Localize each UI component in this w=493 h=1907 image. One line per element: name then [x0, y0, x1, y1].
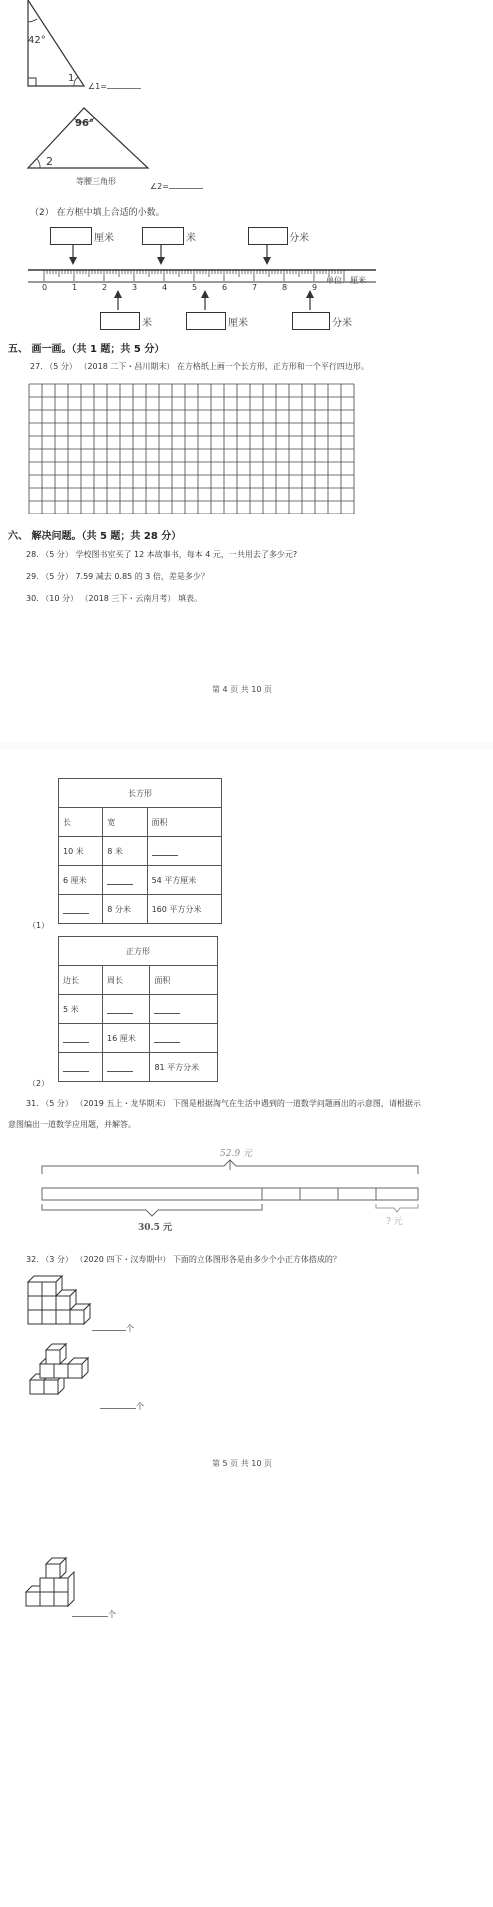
- total-amount-label: 52.9 元: [220, 1149, 252, 1159]
- cube-answer-2: [100, 1401, 144, 1412]
- ruler-number-0: 0: [42, 283, 48, 292]
- rectangle-table: [58, 778, 222, 924]
- cube-answer-1-blank[interactable]: [92, 1330, 126, 1331]
- q2-prompt: （2） 在方框中填上合适的小数。: [30, 208, 165, 218]
- cube-answer-3-unit: 个: [108, 1610, 116, 1619]
- rect-cell-blank[interactable]: [59, 895, 103, 924]
- rect-answer-blank[interactable]: [152, 845, 178, 856]
- question-28: 28. （5 分） 学校图书室买了 12 本故事书，每本 4 元，一共用去了多少元?: [26, 550, 298, 559]
- square-header-side: 边长: [59, 966, 103, 995]
- triangle-2-angle-2-label: 2: [46, 155, 53, 168]
- angle-1-answer-blank[interactable]: [107, 88, 141, 89]
- table-2-label: （2）: [28, 1079, 50, 1088]
- ruler-number-3: 3: [132, 283, 138, 292]
- square-cell-blank[interactable]: [103, 995, 150, 1024]
- ruler-unit: 单位：厘米: [326, 276, 366, 285]
- question-31-line-2: 意图编出一道数学应用题，并解答。: [8, 1120, 136, 1129]
- bottom-answer-box-2[interactable]: [186, 312, 226, 330]
- question-29: 29. （5 分） 7.59 减去 0.85 的 3 倍，差是多少？: [26, 572, 209, 581]
- square-answer-blank[interactable]: [63, 1032, 89, 1043]
- square-header-perimeter: 周长: [103, 966, 150, 995]
- rect-cell: 8 米: [103, 837, 147, 866]
- drawing-grid[interactable]: [27, 382, 365, 514]
- cube-answer-1: [92, 1323, 134, 1334]
- square-cell-blank[interactable]: [150, 995, 218, 1024]
- bottom-unit-3: 分米: [332, 318, 352, 329]
- cube-answer-2-unit: 个: [136, 1402, 144, 1411]
- triangle-2-angle-top: 96°: [75, 118, 94, 129]
- top-unit-1: 厘米: [94, 233, 114, 244]
- page-gap: [0, 742, 493, 750]
- rectangle-table-title: 长方形: [59, 779, 222, 808]
- cube-answer-2-blank[interactable]: [100, 1408, 136, 1409]
- triangle-1-figure: [22, 0, 92, 92]
- top-unit-2: 米: [186, 233, 196, 244]
- rect-cell: 54 平方厘米: [147, 866, 221, 895]
- rect-answer-blank[interactable]: [63, 903, 89, 914]
- bottom-unit-1: 米: [142, 318, 152, 329]
- bar-diagram: [38, 1158, 422, 1228]
- bottom-answer-box-1[interactable]: [100, 312, 140, 330]
- angle-2-answer-label: [150, 182, 203, 191]
- square-table-title: 正方形: [59, 937, 218, 966]
- cube-figure-1: [26, 1272, 96, 1332]
- cube-answer-1-unit: 个: [126, 1324, 134, 1333]
- triangle-1-angle-1-label: 1: [68, 73, 75, 84]
- rect-cell: 10 米: [59, 837, 103, 866]
- rect-header-area: 面积: [147, 808, 221, 837]
- question-27: 27. （5 分） （2018 二下・昌川期末） 在方格纸上画一个长方形，正方形和一个平行四边形。: [30, 362, 369, 371]
- bottom-answer-box-3[interactable]: [292, 312, 330, 330]
- top-unit-3: 分米: [289, 233, 309, 244]
- cube-answer-3-blank[interactable]: [72, 1616, 108, 1617]
- ruler-arrows-top: [0, 243, 493, 267]
- rect-cell: 8 分米: [103, 895, 147, 924]
- square-table: [58, 936, 218, 1082]
- ruler-arrows-bottom: [0, 290, 493, 312]
- cube-figure-3: [24, 1552, 84, 1614]
- angle-1-answer-text: ∠1=: [88, 82, 107, 91]
- square-cell-blank[interactable]: [59, 1053, 103, 1082]
- rect-header-length: 长: [59, 808, 103, 837]
- rect-header-width: 宽: [103, 808, 147, 837]
- question-30: 30. （10 分） （2018 三下・云南月考） 填表。: [26, 594, 202, 603]
- ruler-number-4: 4: [162, 283, 168, 292]
- triangle-2-caption: 等腰三角形: [76, 177, 116, 186]
- square-cell: 16 厘米: [103, 1024, 150, 1053]
- rect-cell-blank[interactable]: [147, 837, 221, 866]
- cube-answer-3: [72, 1609, 116, 1620]
- section-6-title: 六、 解决问题。（共 5 题；共 28 分）: [8, 531, 182, 542]
- page-5-footer: 第 5 页 共 10 页: [212, 1459, 272, 1468]
- square-answer-blank[interactable]: [154, 1003, 180, 1014]
- ruler-number-5: 5: [192, 283, 198, 292]
- section-5-title: 五、 画一画。（共 1 题；共 5 分）: [8, 344, 165, 355]
- bottom-unit-2: 厘米: [228, 318, 248, 329]
- page-4-footer: 第 4 页 共 10 页: [212, 685, 272, 694]
- square-cell-blank[interactable]: [59, 1024, 103, 1053]
- question-32: 32. （3 分） （2020 四下・汉寿期中） 下面的立体图形各是由多少个小正方体搭成的？: [26, 1255, 341, 1264]
- angle-2-answer-text: ∠2=: [150, 182, 169, 191]
- square-answer-blank[interactable]: [107, 1003, 133, 1014]
- square-cell-blank[interactable]: [103, 1053, 150, 1082]
- question-31-line-1: 31. （5 分） （2019 五上・龙华期末） 下图是根据淘气在生活中遇到的一道数学问题画出的示意图，请根据示: [26, 1099, 421, 1108]
- rect-cell: 6 厘米: [59, 866, 103, 895]
- ruler-number-9: 9: [312, 283, 318, 292]
- rect-cell: 160 平方分米: [147, 895, 221, 924]
- unknown-amount-label: ? 元: [386, 1217, 403, 1227]
- ruler-number-2: 2: [102, 283, 108, 292]
- rect-cell-blank[interactable]: [103, 866, 147, 895]
- square-cell-blank[interactable]: [150, 1024, 218, 1053]
- ruler-number-8: 8: [282, 283, 288, 292]
- square-cell: 81 平方分米: [150, 1053, 218, 1082]
- left-amount-label: 30.5 元: [138, 1223, 173, 1233]
- triangle-1-angle-top: 42°: [28, 35, 46, 46]
- ruler-number-6: 6: [222, 283, 228, 292]
- triangle-2-figure: [22, 104, 156, 174]
- square-answer-blank[interactable]: [107, 1061, 133, 1072]
- cube-figure-2: [26, 1340, 106, 1406]
- rect-answer-blank[interactable]: [107, 874, 133, 885]
- angle-2-answer-blank[interactable]: [169, 188, 203, 189]
- square-answer-blank[interactable]: [154, 1032, 180, 1043]
- table-1-label: （1）: [28, 921, 50, 930]
- angle-1-answer-label: [88, 82, 141, 91]
- ruler-number-1: 1: [72, 283, 78, 292]
- square-header-area: 面积: [150, 966, 218, 995]
- square-answer-blank[interactable]: [63, 1061, 89, 1072]
- square-cell: 5 米: [59, 995, 103, 1024]
- ruler-number-7: 7: [252, 283, 258, 292]
